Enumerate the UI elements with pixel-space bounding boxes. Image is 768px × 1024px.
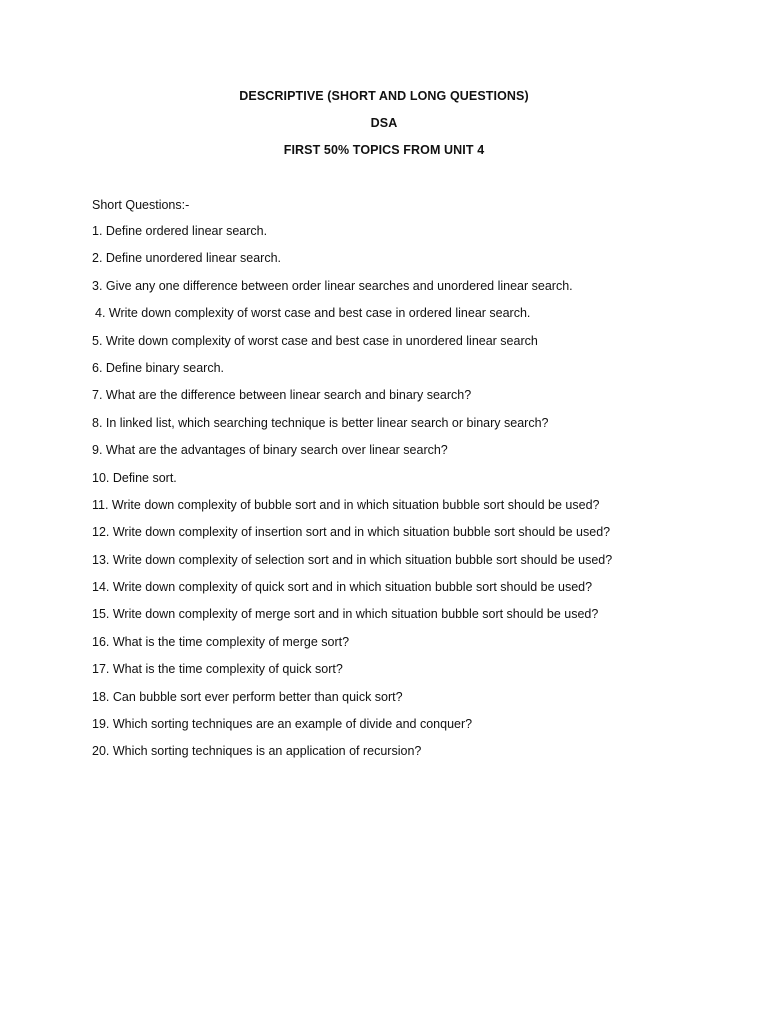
document-subject: DSA — [370, 116, 398, 130]
question-item: 9. What are the advantages of binary search over linear search? — [92, 443, 448, 458]
question-item: 1. Define ordered linear search. — [92, 224, 268, 238]
document-title: DESCRIPTIVE (SHORT AND LONG QUESTIONS) — [239, 89, 529, 103]
question-item: 12. Write down complexity of insertion sort and in which situation bubble sort should be used? — [92, 525, 611, 540]
question-item: 5. Write down complexity of worst case and best case in unordered linear search — [92, 333, 538, 348]
question-item: 11. Write down complexity of bubble sort and in which situation bubble sort should be used? — [92, 497, 600, 512]
question-item: 13. Write down complexity of selection sort and in which situation bubble sort should be used? — [92, 552, 613, 567]
question-item: 3. Give any one difference between order linear searches and unordered linear search. — [92, 278, 573, 293]
question-item: 16. What is the time complexity of merge sort? — [92, 634, 350, 649]
question-item: 2. Define unordered linear search. — [92, 251, 282, 266]
question-item: 6. Define binary search. — [92, 360, 225, 375]
question-item: 15. Write down complexity of merge sort and in which situation bubble sort should be used? — [92, 607, 599, 622]
question-item: 14. Write down complexity of quick sort and in which situation bubble sort should be used? — [92, 580, 593, 595]
document-scope: FIRST 50% TOPICS FROM UNIT 4 — [283, 143, 485, 157]
question-item: 19. Which sorting techniques are an example of divide and conquer? — [92, 717, 473, 732]
section-heading-short-questions: Short Questions:- — [92, 198, 190, 212]
question-item: 18. Can bubble sort ever perform better than quick sort? — [92, 689, 403, 704]
question-item: 7. What are the difference between linear search and binary search? — [92, 388, 472, 403]
question-item: 20. Which sorting techniques is an application of recursion? — [92, 744, 422, 759]
question-item: 4. Write down complexity of worst case and best case in ordered linear search. — [95, 306, 531, 321]
question-item: 8. In linked list, which searching technique is better linear search or binary search? — [92, 415, 549, 430]
question-item: 17. What is the time complexity of quick sort? — [92, 662, 343, 677]
question-item: 10. Define sort. — [92, 470, 177, 485]
question-list — [92, 224, 712, 772]
